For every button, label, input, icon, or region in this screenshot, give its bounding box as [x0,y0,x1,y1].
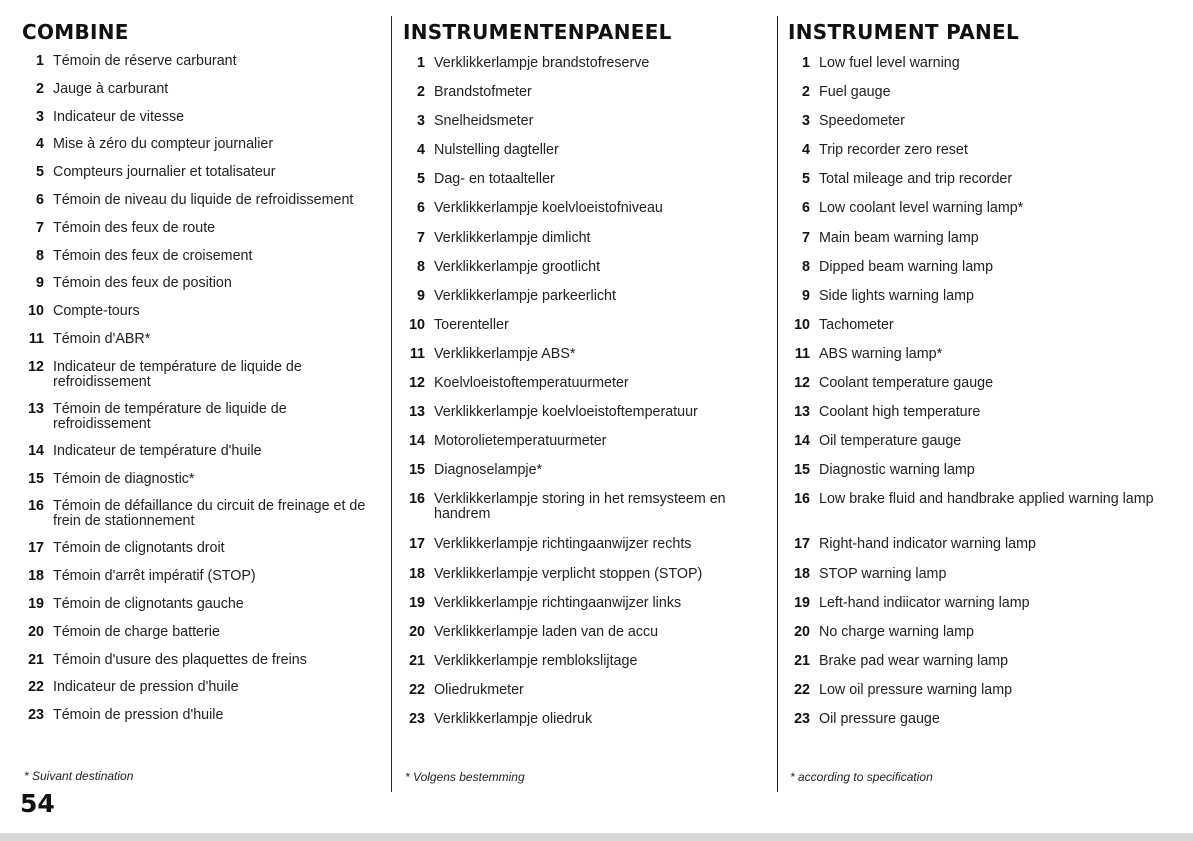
item-text: Speedometer [819,113,905,130]
list-item [403,231,773,260]
item-number: 11 [409,345,425,362]
item-text: Diagnoselampje* [434,462,543,479]
list-item [788,683,1183,712]
item-text: Verklikkerlampje ABS* [434,345,576,362]
item-list-english [788,56,1183,741]
item-number: 2 [36,80,44,97]
item-number: 18 [794,565,810,582]
item-text: Témoin de clignotants droit [53,540,225,557]
list-item [22,402,382,444]
item-number: 22 [28,679,44,696]
list-item [788,347,1183,376]
heading-dutch: INSTRUMENTENPANEEL [403,20,672,44]
column-english [788,16,1183,741]
list-item [788,434,1183,463]
item-text: Témoin de clignotants gauche [53,595,244,612]
item-text: Coolant temperature gauge [819,375,994,392]
item-list-french [22,54,382,736]
item-text: Diagnostic warning lamp [819,462,975,479]
page-bottom-edge [0,833,1193,841]
list-item [403,537,773,566]
list-item [22,304,382,332]
item-text: Snelheidsmeter [434,113,534,130]
list-item [403,172,773,201]
item-number: 3 [802,113,810,130]
list-item [403,114,773,143]
item-number: 13 [409,404,425,421]
item-number: 17 [409,536,425,553]
item-text: Témoin d'ABR* [53,330,151,347]
item-list-dutch [403,56,773,741]
list-item [403,463,773,492]
item-number: 23 [794,710,810,727]
list-item [403,318,773,347]
list-item [403,492,773,537]
list-item [788,537,1183,566]
list-item [22,221,382,249]
item-number: 11 [794,345,810,362]
column-divider [391,16,392,792]
list-item [788,201,1183,230]
item-number: 15 [28,470,44,487]
list-item [403,683,773,712]
item-number: 15 [409,462,425,479]
list-item [788,260,1183,289]
list-item [22,54,382,82]
item-text: Verklikkerlampje parkeerlicht [434,287,616,304]
item-number: 10 [794,316,810,333]
list-item [788,172,1183,201]
item-text: Low fuel level warning [819,55,960,71]
item-text: Témoin des feux de position [53,275,232,292]
item-number: 19 [28,595,44,612]
list-item [22,360,382,402]
list-item [22,165,382,193]
list-item [22,193,382,221]
item-number: 14 [794,433,810,450]
list-item [403,56,773,85]
item-text: Left-hand indiicator warning lamp [819,594,1030,611]
list-item [788,463,1183,492]
item-text: Verklikkerlampje verplicht stoppen (STOP) [434,565,703,582]
heading-french: COMBINE [22,20,129,44]
item-text: Coolant high temperature [819,404,981,421]
list-item [788,289,1183,318]
column-french [22,16,382,736]
item-text: Dag- en totaalteller [434,171,555,188]
item-number: 20 [409,623,425,640]
item-number: 8 [36,247,44,264]
item-text: Jauge à carburant [53,80,169,97]
item-text: Brake pad wear warning lamp [819,652,1009,669]
item-text: Témoin de diagnostic* [53,470,195,487]
list-item [788,654,1183,683]
item-text: Témoin de température de liquide de refroidissement [53,400,287,432]
list-item [22,137,382,165]
list-item [788,567,1183,596]
item-number: 9 [802,287,810,304]
item-text: Témoin de pression d'huile [53,707,224,724]
list-item [22,110,382,138]
item-number: 22 [794,681,810,698]
list-item [22,472,382,500]
item-text: STOP warning lamp [819,565,947,582]
item-text: Indicateur de pression d'huile [53,679,239,696]
list-item [403,625,773,654]
item-text: Témoin de charge batterie [53,623,220,640]
item-text: Verklikkerlampje grootlicht [434,258,601,275]
list-item [403,289,773,318]
item-text: Trip recorder zero reset [819,142,968,159]
list-item [788,56,1183,85]
item-number: 2 [802,84,810,101]
list-item [22,541,382,569]
item-number: 1 [36,53,44,69]
item-text: Oliedrukmeter [434,681,524,698]
item-text: Verklikkerlampje laden van de accu [434,623,659,640]
list-item [403,85,773,114]
item-text: Témoin d'usure des plaquettes de freins [53,651,307,668]
heading-english: INSTRUMENT PANEL [788,20,1020,44]
item-number: 20 [28,623,44,640]
item-text: Indicateur de température d'huile [53,442,262,459]
item-text: Compteurs journalier et totalisateur [53,164,276,181]
list-item [788,405,1183,434]
item-text: Brandstofmeter [434,84,532,101]
item-text: Mise à zéro du compteur journalier [53,136,274,153]
item-number: 9 [417,287,425,304]
item-number: 21 [794,652,810,669]
list-item [22,597,382,625]
item-text: Verklikkerlampje koelvloeistofniveau [434,200,663,217]
item-number: 19 [409,594,425,611]
item-number: 7 [802,229,810,246]
list-item [22,680,382,708]
column-dutch [403,16,773,741]
item-text: Témoin des feux de route [53,219,216,236]
item-number: 13 [794,404,810,421]
item-number: 23 [409,710,425,727]
item-text: Verklikkerlampje storing in het remsysteem en handrem [434,491,726,523]
item-number: 21 [28,651,44,668]
item-number: 7 [36,219,44,236]
list-item [403,201,773,230]
item-number: 23 [28,707,44,724]
item-number: 5 [417,171,425,188]
footnote-dutch: * Volgens bestemming [405,770,525,784]
item-text: Right-hand indicator warning lamp [819,536,1036,553]
item-number: 14 [409,433,425,450]
item-number: 17 [28,540,44,557]
item-number: 16 [409,491,425,508]
item-number: 12 [409,375,425,392]
item-text: Low oil pressure warning lamp [819,681,1013,698]
item-text: Nulstelling dagteller [434,142,559,159]
list-item [788,114,1183,143]
item-number: 2 [417,84,425,101]
item-number: 9 [36,275,44,292]
list-item [22,332,382,360]
item-number: 20 [794,623,810,640]
item-text: Témoin de défaillance du circuit de freinage et de frein de stationnement [53,498,366,530]
item-number: 4 [802,142,810,159]
list-item [788,85,1183,114]
item-text: Indicateur de vitesse [53,108,185,125]
item-number: 22 [409,681,425,698]
footnote-french: * Suivant destination [24,769,134,783]
item-text: Koelvloeistoftemperatuurmeter [434,375,629,392]
item-text: Verklikkerlampje koelvloeistoftemperatuur [434,404,698,421]
item-number: 7 [417,229,425,246]
item-text: Témoin de niveau du liquide de refroidissement [53,191,354,208]
list-item [22,708,382,736]
footnote-english: * according to specification [790,770,933,784]
item-text: Verklikkerlampje oliedruk [434,710,593,727]
item-text: Verklikkerlampje richtingaanwijzer links [434,594,682,611]
item-text: Oil temperature gauge [819,433,962,450]
list-item [788,231,1183,260]
item-number: 4 [417,142,425,159]
item-number: 10 [409,316,425,333]
item-number: 17 [794,536,810,553]
item-number: 14 [28,442,44,459]
list-item [22,499,382,541]
page-number: 54 [20,789,55,818]
item-text: Témoin des feux de croisement [53,247,253,264]
item-number: 4 [36,136,44,153]
item-number: 6 [36,191,44,208]
item-text: Verklikkerlampje dimlicht [434,229,591,246]
list-item [403,434,773,463]
list-item [403,260,773,289]
item-number: 5 [802,171,810,188]
list-item [403,654,773,683]
item-text: Fuel gauge [819,84,891,101]
item-number: 3 [417,113,425,130]
item-number: 13 [28,400,44,417]
list-item [788,712,1183,741]
item-number: 19 [794,594,810,611]
item-text: Oil pressure gauge [819,710,940,727]
list-item [403,376,773,405]
item-text: Verklikkerlampje richtingaanwijzer rechts [434,536,692,553]
item-number: 3 [36,108,44,125]
column-divider [777,16,778,792]
list-item [22,653,382,681]
item-number: 18 [409,565,425,582]
item-text: Low brake fluid and handbrake applied warning lamp [819,491,1154,508]
item-number: 10 [28,303,44,320]
item-number: 8 [802,258,810,275]
item-number: 21 [409,652,425,669]
list-item [788,376,1183,405]
list-item [22,249,382,277]
list-item [22,276,382,304]
item-text: Témoin de réserve carburant [53,53,237,69]
item-number: 1 [417,55,425,71]
item-text: Total mileage and trip recorder [819,171,1013,188]
item-text: Toerenteller [434,316,509,333]
item-text: No charge warning lamp [819,623,974,640]
item-number: 16 [794,491,810,508]
item-text: Verklikkerlampje remblokslijtage [434,652,638,669]
list-item [788,625,1183,654]
list-item [403,347,773,376]
item-number: 11 [28,330,44,347]
item-number: 16 [28,498,44,515]
list-item [403,143,773,172]
item-text: Indicateur de température de liquide de refroidissement [53,358,302,390]
list-item [788,143,1183,172]
item-number: 5 [36,164,44,181]
item-number: 1 [802,55,810,71]
list-item [788,318,1183,347]
list-item [403,596,773,625]
item-number: 15 [794,462,810,479]
item-number: 8 [417,258,425,275]
list-item [403,712,773,741]
list-item [403,567,773,596]
item-text: Tachometer [819,316,894,333]
item-text: Témoin d'arrêt impératif (STOP) [53,568,256,585]
item-text: Side lights warning lamp [819,287,974,304]
list-item [788,596,1183,625]
item-text: ABS warning lamp* [819,345,943,362]
item-text: Verklikkerlampje brandstofreserve [434,55,650,71]
item-text: Main beam warning lamp [819,229,979,246]
item-number: 6 [417,200,425,217]
list-item [403,405,773,434]
item-number: 12 [794,375,810,392]
list-item [22,82,382,110]
list-item [22,625,382,653]
item-text: Dipped beam warning lamp [819,258,994,275]
item-number: 18 [28,568,44,585]
list-item [22,444,382,472]
list-item [788,492,1183,537]
list-item [22,569,382,597]
item-number: 6 [802,200,810,217]
item-number: 12 [28,358,44,375]
item-text: Low coolant level warning lamp* [819,200,1024,217]
item-text: Compte-tours [53,303,140,320]
item-text: Motorolietemperatuurmeter [434,433,607,450]
